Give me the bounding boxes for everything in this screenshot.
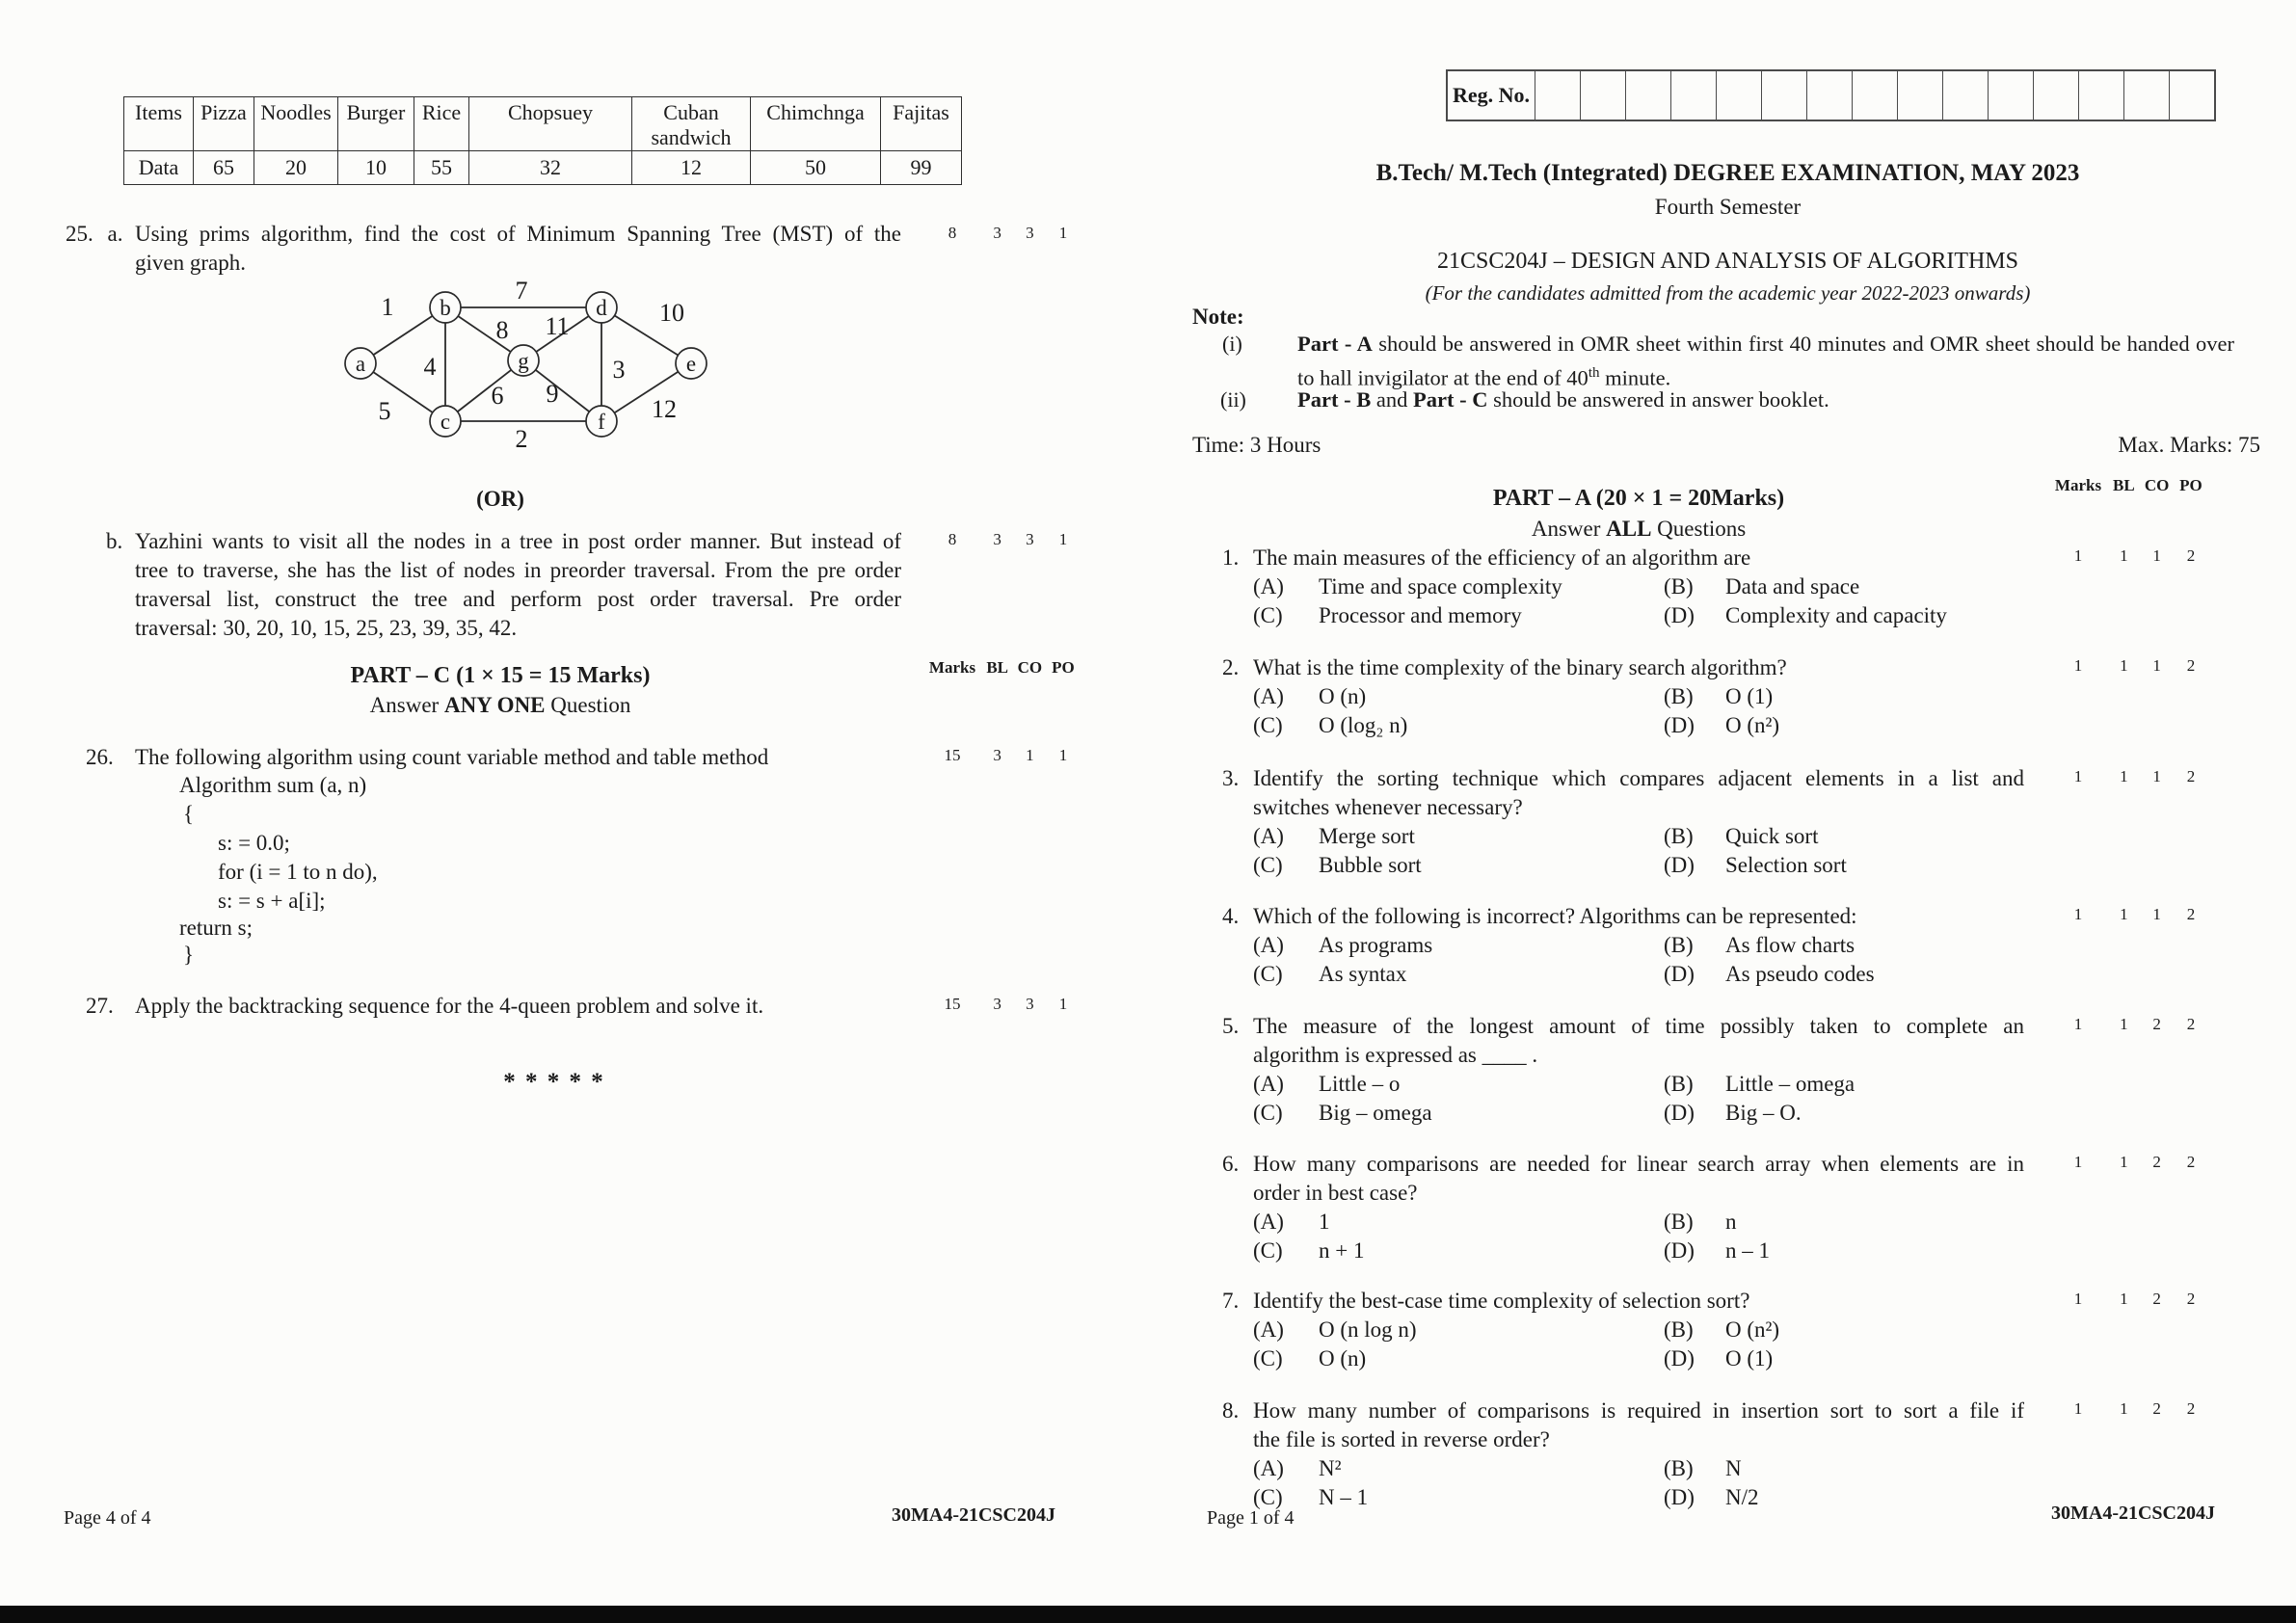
option-D-label: (D) <box>1664 603 1695 627</box>
marks-value: 1 <box>2073 1015 2083 1033</box>
question-number: 4. <box>1222 904 1240 928</box>
table-data-cell: 12 <box>632 151 751 185</box>
question-number: 7. <box>1222 1289 1240 1313</box>
q27-text: Apply the backtracking sequence for the 4-queen problem and solve it. <box>135 994 764 1018</box>
option-D-label: (D) <box>1664 1485 1695 1509</box>
marks-value: 2 <box>2186 656 2196 675</box>
marks-value: 1 <box>2120 1015 2128 1033</box>
graph-node-label: c <box>440 410 451 434</box>
option-C-text: Bubble sort <box>1319 853 1422 877</box>
marks-value: 1 <box>1026 746 1034 764</box>
right-page-number: Page 1 of 4 <box>1207 1507 1295 1529</box>
marks-value: 2 <box>2186 1290 2196 1308</box>
marks-value: 1 <box>1058 224 1068 242</box>
graph-node-label: a <box>355 352 366 376</box>
note-number: (i) <box>1222 332 1242 356</box>
left-marks-header <box>925 657 1078 678</box>
option-B-text: Data and space <box>1725 574 1860 599</box>
option-A-text: O (n) <box>1319 684 1367 708</box>
marks-value: 3 <box>993 224 1001 242</box>
option-D-text: As pseudo codes <box>1725 962 1875 986</box>
admission-note: (For the candidates admitted from the academic year 2022-2023 onwards) <box>1425 281 2031 305</box>
marks-value: 3 <box>993 746 1001 764</box>
option-D-text: Selection sort <box>1725 853 1847 877</box>
text-segment: Answer <box>1531 517 1607 541</box>
option-B-label: (B) <box>1664 824 1694 848</box>
code-line: } <box>183 943 195 967</box>
marks-value: 2 <box>2186 1015 2196 1033</box>
q25b-text <box>135 527 901 643</box>
table-data-cell: 65 <box>194 151 254 185</box>
marks-value: BL <box>2112 476 2135 494</box>
marks-value: 1 <box>2152 656 2161 675</box>
text-segment: Question <box>545 693 631 717</box>
question-text-line: Identify the best-case time complexity of selection sort? <box>1253 1289 1750 1313</box>
table-header-row <box>124 97 962 151</box>
q25b-number: b. <box>106 529 123 553</box>
option-A-label: (A) <box>1253 574 1284 599</box>
option-A-label: (A) <box>1253 933 1284 957</box>
note-text-line <box>1297 386 2234 414</box>
option-C-text: Big – omega <box>1319 1101 1432 1125</box>
left-paper-code: 30MA4-21CSC204J <box>892 1504 1055 1526</box>
question-text-line: Yazhini wants to visit all the nodes in a tree in post order manner. But instead of <box>135 529 901 553</box>
question-text-line: algorithm is expressed as ____ . <box>1253 1043 1538 1067</box>
table-data-cell: 55 <box>414 151 469 185</box>
table-header-cell: Burger <box>338 97 414 151</box>
question-text-line: How many number of comparisons is required in insertion sort to sort a file if <box>1253 1398 2024 1423</box>
graph-edge-weight: 9 <box>546 380 559 408</box>
marks-value: 1 <box>2152 905 2161 923</box>
marks-value: 1 <box>2152 546 2161 565</box>
graph-edge-weight: 5 <box>378 397 391 425</box>
option-B-label: (B) <box>1664 574 1694 599</box>
graph-edge-weight: 1 <box>381 293 394 321</box>
marks-value: 3 <box>1026 530 1034 548</box>
marks-value: 3 <box>1026 995 1034 1013</box>
question-text-line: How many comparisons are needed for linear search array when elements are in <box>1253 1152 2024 1176</box>
marks-value: BL <box>986 658 1008 677</box>
part-a-title: PART – A (20 × 1 = 20Marks) <box>1492 486 1785 511</box>
option-A-text: As programs <box>1319 933 1433 957</box>
text-segment: to hall invigilator at the end of 40 <box>1297 365 1589 390</box>
option-B-text: n <box>1725 1210 1737 1234</box>
marks-value: 3 <box>993 530 1001 548</box>
q27-number: 27. <box>86 994 114 1018</box>
graph-node-label: b <box>440 296 451 320</box>
option-D-label: (D) <box>1664 962 1695 986</box>
q26-marks <box>925 745 1078 766</box>
text-segment: Part - C <box>1412 387 1488 412</box>
text-segment: th <box>1588 365 1600 381</box>
option-D-label: (D) <box>1664 853 1695 877</box>
marks-value: 2 <box>2152 1015 2161 1033</box>
text-segment: minute. <box>1599 365 1671 390</box>
marks-value: CO <box>2144 476 2170 494</box>
data-table <box>123 96 962 185</box>
option-D-label: (D) <box>1664 1346 1695 1370</box>
question-marks <box>2051 1152 2205 1173</box>
graph-edge-weight: 12 <box>652 395 677 423</box>
reg-no-cell <box>1852 71 1897 120</box>
text-segment: should be answered in OMR sheet within first 40 minutes and OMR sheet should be handed over <box>1372 332 2234 356</box>
part-a-subtitle <box>1248 515 2029 544</box>
option-C-label: (C) <box>1253 1238 1283 1263</box>
table-header-cell: Chimchnga <box>751 97 881 151</box>
marks-value: 1 <box>2073 1153 2083 1171</box>
code-line: for (i = 1 to n do), <box>218 860 378 884</box>
graph-edge-weight: 7 <box>515 278 528 305</box>
marks-value: 2 <box>2152 1153 2161 1171</box>
table-header-cell: Items <box>124 97 194 151</box>
marks-value: 1 <box>2120 1153 2128 1171</box>
option-A-label: (A) <box>1253 1072 1284 1096</box>
q25b-marks <box>925 529 1078 550</box>
text-segment: Answer <box>369 693 444 717</box>
marks-value: 2 <box>2186 546 2196 565</box>
table-header-cell: Pizza <box>194 97 254 151</box>
option-B-text: O (1) <box>1725 684 1774 708</box>
option-A-label: (A) <box>1253 824 1284 848</box>
semester: Fourth Semester <box>1654 195 1802 219</box>
marks-value: 2 <box>2152 1290 2161 1308</box>
reg-no-cell <box>1716 71 1761 120</box>
marks-value: 1 <box>2120 1290 2128 1308</box>
marks-value: Marks <box>928 658 976 677</box>
table-data-row <box>124 151 962 185</box>
option-D-text: O (1) <box>1725 1346 1774 1370</box>
graph-edge-weight: 6 <box>491 382 504 410</box>
question-text-line: The measure of the longest amount of time possibly taken to complete an <box>1253 1014 2024 1038</box>
end-stars: * * * * * <box>503 1069 605 1095</box>
graph-edge-weight: 8 <box>495 316 509 344</box>
reg-no-cell <box>2033 71 2078 120</box>
option-A-text: O (n log n) <box>1319 1317 1417 1342</box>
graph-node-label: f <box>598 410 605 434</box>
option-C-text: As syntax <box>1319 962 1407 986</box>
marks-value: 1 <box>2152 767 2161 785</box>
option-B-label: (B) <box>1664 684 1694 708</box>
marks-value: 1 <box>1058 530 1068 548</box>
reg-no-cell <box>1761 71 1806 120</box>
option-A-label: (A) <box>1253 1317 1284 1342</box>
marks-value: 1 <box>2073 546 2083 565</box>
question-marks <box>2051 655 2205 677</box>
reg-no-label: Reg. No. <box>1452 83 1531 107</box>
option-B-text: Quick sort <box>1725 824 1819 848</box>
question-marks <box>2051 1014 2205 1035</box>
graph-node-label: g <box>518 349 529 373</box>
exam-title: B.Tech/ M.Tech (Integrated) DEGREE EXAMINATION, MAY 2023 <box>1375 160 2080 186</box>
option-B-text: As flow charts <box>1725 933 1855 957</box>
marks-value: 3 <box>993 995 1001 1013</box>
graph-edge-weight: 11 <box>545 312 570 340</box>
scan-edge-bar <box>0 1606 2296 1623</box>
marks-value: 1 <box>2120 767 2128 785</box>
q25a-text <box>135 220 901 278</box>
option-A-text: Little – o <box>1319 1072 1401 1096</box>
question-text-line: traversal: 30, 20, 10, 15, 25, 23, 39, 35, 42. <box>135 616 518 640</box>
graph-edge-weight: 10 <box>659 299 684 327</box>
option-B-text: O (n²) <box>1725 1317 1780 1342</box>
reg-no-cell <box>2169 71 2214 120</box>
option-B-label: (B) <box>1664 933 1694 957</box>
graph-node-label: e <box>685 352 697 376</box>
table-header-cell: Rice <box>414 97 469 151</box>
option-D-text: n – 1 <box>1725 1238 1770 1263</box>
text-segment: and <box>1371 387 1413 412</box>
left-page-number: Page 4 of 4 <box>64 1507 151 1529</box>
marks-value: Marks <box>2054 476 2102 494</box>
question-text-line: What is the time complexity of the binary search algorithm? <box>1253 655 1787 679</box>
option-D-text: Complexity and capacity <box>1725 603 1947 627</box>
note-text-line <box>1297 330 2234 359</box>
marks-value: 1 <box>2073 1399 2083 1418</box>
question-number: 8. <box>1222 1398 1240 1423</box>
right-paper-code: 30MA4-21CSC204J <box>2051 1503 2215 1524</box>
option-D-text: N/2 <box>1725 1485 1759 1509</box>
table-data-cell: 32 <box>469 151 632 185</box>
marks-value: 1 <box>2120 656 2128 675</box>
marks-value: CO <box>1017 658 1043 677</box>
question-marks <box>2051 545 2205 567</box>
part-c-title: PART – C (1 × 15 = 15 Marks) <box>350 663 651 688</box>
reg-no-cell <box>2123 71 2169 120</box>
option-A-text: 1 <box>1319 1210 1330 1234</box>
marks-value: 15 <box>944 995 961 1013</box>
option-D-text: Big – O. <box>1725 1101 1802 1125</box>
option-C-label: (C) <box>1253 1346 1283 1370</box>
question-number: 5. <box>1222 1014 1240 1038</box>
reg-no-cell <box>1535 71 1580 120</box>
option-C-text: O (n) <box>1319 1346 1367 1370</box>
text-segment: Part - A <box>1297 332 1373 356</box>
question-marks <box>2051 904 2205 925</box>
marks-value: 2 <box>2186 905 2196 923</box>
graph-edge-weight: 2 <box>515 425 528 453</box>
option-A-label: (A) <box>1253 684 1284 708</box>
question-text-line: order in best case? <box>1253 1181 1418 1205</box>
option-A-text: Merge sort <box>1319 824 1415 848</box>
table-header-cell: Cuban sandwich <box>632 97 751 151</box>
question-text-line: switches whenever necessary? <box>1253 795 1523 819</box>
question-text-line: The main measures of the efficiency of an algorithm are <box>1253 545 1751 570</box>
question-text-line: Using prims algorithm, find the cost of Minimum Spanning Tree (MST) of the <box>135 222 901 246</box>
option-C-label: (C) <box>1253 1101 1283 1125</box>
option-B-label: (B) <box>1664 1456 1694 1480</box>
question-number: 2. <box>1222 655 1240 679</box>
question-number: 6. <box>1222 1152 1240 1176</box>
option-D-label: (D) <box>1664 713 1695 737</box>
option-B-label: (B) <box>1664 1317 1694 1342</box>
code-line: s: = 0.0; <box>218 831 290 855</box>
reg-no-cell <box>1988 71 2033 120</box>
code-line: return s; <box>179 916 254 940</box>
table-data-cell: 50 <box>751 151 881 185</box>
code-line: { <box>183 802 195 826</box>
part-c-subtitle <box>135 691 866 720</box>
question-text-line: given graph. <box>135 251 246 275</box>
graph-node-label: d <box>596 296 607 320</box>
marks-value: 1 <box>2073 767 2083 785</box>
right-marks-header <box>2051 475 2205 496</box>
marks-value: 2 <box>2186 767 2196 785</box>
q26-text: The following algorithm using count variable method and table method <box>135 745 769 769</box>
marks-value: 1 <box>2073 1290 2083 1308</box>
table-header-cell: Chopsuey <box>469 97 632 151</box>
reg-no-cell <box>2078 71 2123 120</box>
question-number: 3. <box>1222 766 1240 790</box>
code-line: Algorithm sum (a, n) <box>179 773 367 797</box>
option-A-text: Time and space complexity <box>1319 574 1562 599</box>
option-B-label: (B) <box>1664 1072 1694 1096</box>
question-text-line: Which of the following is incorrect? Algorithms can be represented: <box>1253 904 1857 928</box>
or-separator: (OR) <box>476 487 524 511</box>
max-marks: Max. Marks: 75 <box>2118 433 2260 457</box>
text-segment: ALL <box>1606 517 1652 541</box>
q25a-marks <box>925 223 1078 244</box>
option-B-text: N <box>1725 1456 1742 1480</box>
marks-value: 8 <box>948 224 957 242</box>
mst-graph <box>318 278 733 461</box>
text-segment: Part - B <box>1297 387 1372 412</box>
option-A-text: N² <box>1319 1456 1342 1480</box>
time-allowed: Time: 3 Hours <box>1192 433 1322 457</box>
option-C-text: Processor and memory <box>1319 603 1522 627</box>
question-text-line: traversal list, construct the tree and perform post order traversal. Pre order <box>135 587 901 611</box>
question-text-line: tree to traverse, she has the list of nodes in preorder traversal. From the pre order <box>135 558 901 582</box>
option-D-label: (D) <box>1664 1238 1695 1263</box>
course-title: 21CSC204J – DESIGN AND ANALYSIS OF ALGORITHMS <box>1436 249 2018 274</box>
option-C-text: n + 1 <box>1319 1238 1365 1263</box>
option-D-label: (D) <box>1664 1101 1695 1125</box>
table-data-cell: 20 <box>254 151 338 185</box>
reg-no-cell <box>1942 71 1988 120</box>
question-marks <box>2051 766 2205 787</box>
reg-no-cell <box>1625 71 1670 120</box>
reg-no-box <box>1446 69 2216 121</box>
marks-value: 1 <box>2073 905 2083 923</box>
table-data-cell: 10 <box>338 151 414 185</box>
question-number: 1. <box>1222 545 1240 570</box>
option-B-text: Little – omega <box>1725 1072 1855 1096</box>
marks-value: 1 <box>2120 546 2128 565</box>
option-C-label: (C) <box>1253 962 1283 986</box>
table-header-cell: Fajitas <box>881 97 962 151</box>
marks-value: 3 <box>1026 224 1034 242</box>
question-text-line: Identify the sorting technique which compares adjacent elements in a list and <box>1253 766 2024 790</box>
option-C-text: N – 1 <box>1319 1485 1369 1509</box>
option-B-label: (B) <box>1664 1210 1694 1234</box>
option-A-label: (A) <box>1253 1210 1284 1234</box>
option-A-label: (A) <box>1253 1456 1284 1480</box>
text-segment: Questions <box>1651 517 1747 541</box>
code-line: s: = s + a[i]; <box>218 889 326 913</box>
marks-value: 1 <box>1058 746 1068 764</box>
text-segment: ANY ONE <box>443 693 546 717</box>
table-header-cell: Noodles <box>254 97 338 151</box>
question-marks <box>2051 1289 2205 1310</box>
marks-value: PO <box>1052 658 1075 677</box>
marks-value: 15 <box>944 746 961 764</box>
reg-no-cell <box>1670 71 1716 120</box>
marks-value: PO <box>2179 476 2203 494</box>
graph-edge-weight: 3 <box>612 356 626 384</box>
option-D-text: O (n²) <box>1725 713 1780 737</box>
marks-value: 2 <box>2152 1399 2161 1418</box>
marks-value: 1 <box>2073 656 2083 675</box>
option-C-text: O (log₂ n) <box>1319 713 1408 737</box>
marks-value: 1 <box>1058 995 1068 1013</box>
reg-no-cell <box>1806 71 1852 120</box>
reg-no-cell <box>1580 71 1625 120</box>
graph-edge-weight: 4 <box>423 353 437 381</box>
note-label: Note: <box>1192 305 1244 329</box>
q27-marks <box>925 994 1078 1015</box>
marks-value: 2 <box>2186 1399 2196 1418</box>
question-text-line: the file is sorted in reverse order? <box>1253 1427 1550 1451</box>
q25a-number: 25. a. <box>66 222 123 246</box>
option-C-label: (C) <box>1253 603 1283 627</box>
text-segment: should be answered in answer booklet. <box>1487 387 1829 412</box>
marks-value: 2 <box>2186 1153 2196 1171</box>
marks-value: 1 <box>2120 1399 2128 1418</box>
option-C-label: (C) <box>1253 713 1283 737</box>
table-data-cell: 99 <box>881 151 962 185</box>
marks-value: 8 <box>948 530 957 548</box>
option-C-label: (C) <box>1253 853 1283 877</box>
note-number: (ii) <box>1220 387 1246 412</box>
option-C-label: (C) <box>1253 1485 1283 1509</box>
marks-value: 1 <box>2120 905 2128 923</box>
reg-no-cell <box>1897 71 1942 120</box>
q26-number: 26. <box>86 745 114 769</box>
table-row-label: Data <box>124 151 194 185</box>
question-marks <box>2051 1398 2205 1420</box>
